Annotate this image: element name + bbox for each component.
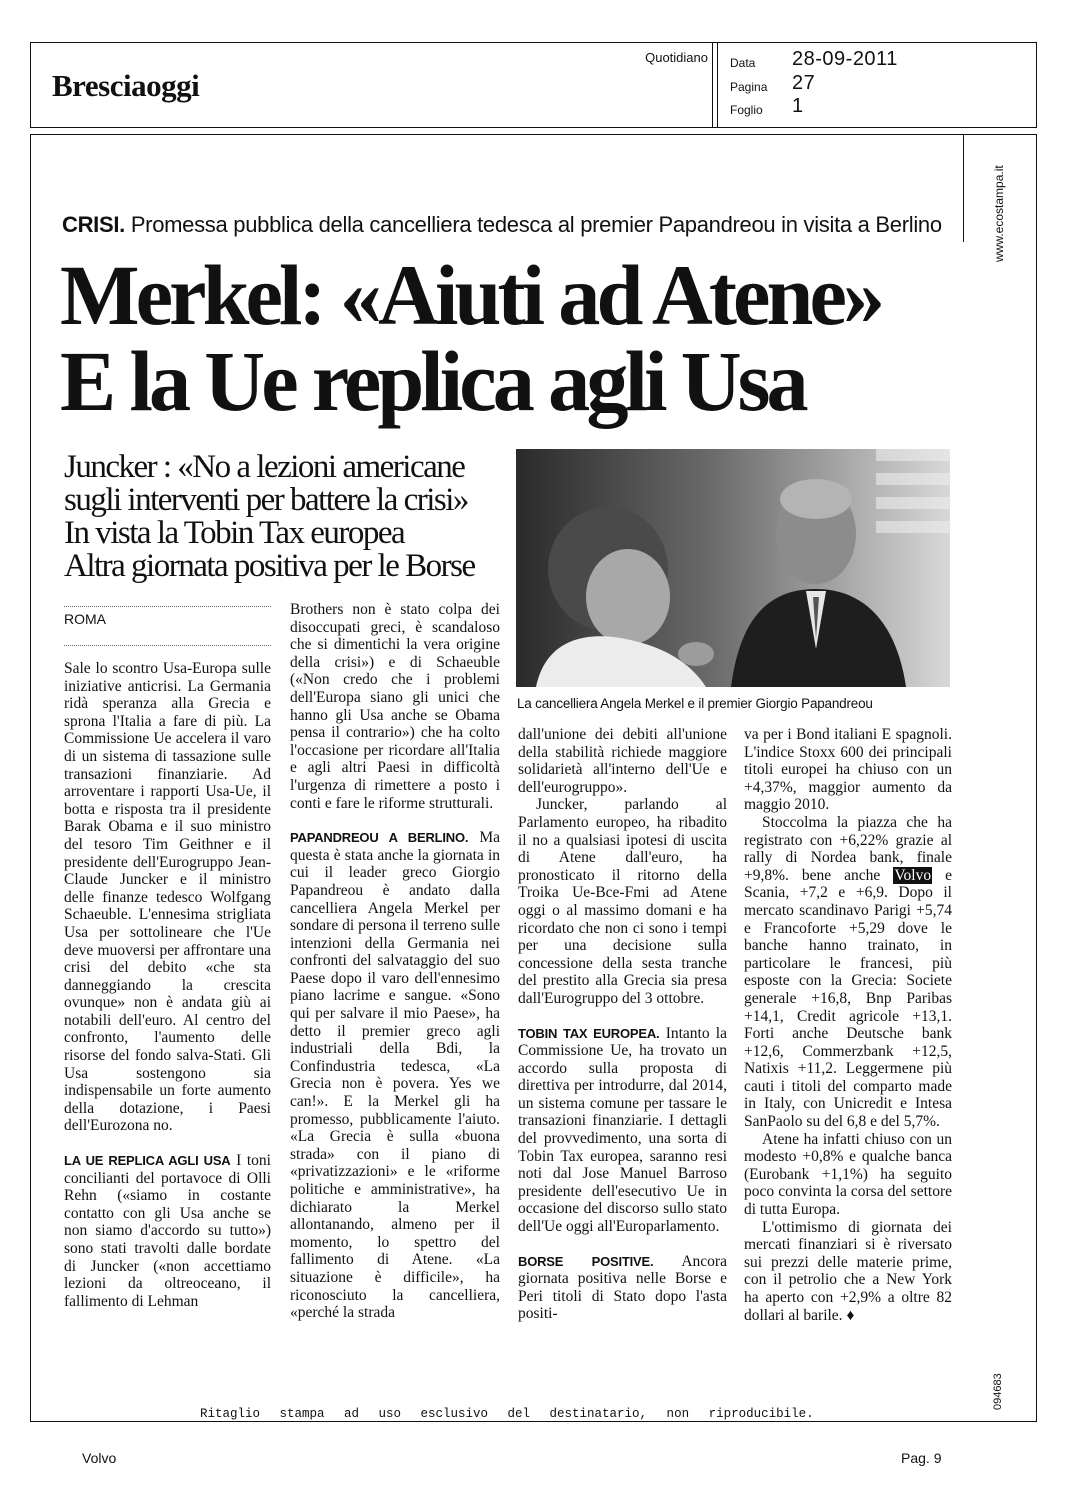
end-mark: ♦ bbox=[846, 1306, 855, 1324]
column-3-paragraph-1: dall'unione dei debiti all'unione della stabilità richiede maggiore solidarietà all'interno dell'Ue e dell'eurogruppo». bbox=[518, 726, 727, 796]
footer-page-number: Pag. 9 bbox=[901, 1450, 942, 1466]
publication-type: Quotidiano bbox=[645, 50, 708, 65]
headline-line-1: Merkel: «Aiuti ad Atene» bbox=[60, 247, 882, 343]
side-url: www.ecostampa.it bbox=[992, 165, 1006, 262]
dateline-rule-bottom bbox=[64, 645, 271, 646]
subheadline-1: Juncker : «No a lezioni americane bbox=[64, 449, 465, 485]
column-4-paragraph-4-text: L'ottimismo di giornata dei mercati finanziari si è riversato sui prezzi delle materie prime, con il petrolio che a New York ha aperto con +2,9% a oltre 82 dollari al barile. bbox=[744, 1218, 952, 1324]
column-4-paragraph-2 bbox=[744, 814, 952, 1131]
column-2-paragraph-2 bbox=[290, 829, 500, 1322]
column-1-paragraph-2 bbox=[64, 1152, 271, 1310]
section-heading-tobin-tax: TOBIN TAX EUROPEA. bbox=[518, 1025, 660, 1041]
column-2-paragraph-1: Brothers non è stato colpa dei disoccupati greci, è scandaloso che si dimentichi la vera origine della crisi») e di Schaeuble («Non credo che i problemi dell'Europa siano gli unici che hanno gli Usa anche se Obama pensa il contrario») che ha colto l'occasione per ricordare all'Italia e agli altri Paesi in difficoltà l'urgenza di rimettere a posto i conti e fare le riforme strutturali. bbox=[290, 601, 500, 812]
column-2-paragraph-2-text: Ma questa è stata anche la giornata in cui il leader greco Giorgio Papandreou è andato dalla cancelliera Angela Merkel per sondare di persona il terreno sulle intenzioni della Germania nei confronti del salvataggio del suo Paese dopo il varo dell'ennesimo piano lacrime e sangue. «Sono qui per salvare il mio Paese», ha detto il premier greco agli industriali della Bdi, la Confindustria tedesca, «La Grecia non è povera. Yes we can!». E la Merkel gli ha promesso, pubblicamente l'aiuto. «La Grecia è sulla «buona strada» con il piano di «privatizzazioni» e le «riforme politiche e amministrative», ha dichiarato la Merkel allontanando, almeno per il momento, lo spettro del fallimento di Atene. «La situazione è difficile», ha riconosciuto la cancelliera, «perché la strada bbox=[290, 829, 500, 1322]
date-value: 28-09-2011 bbox=[792, 48, 898, 70]
column-1-paragraph-2-text: I toni concilianti del portavoce di Olli Rehn («siamo in costante contatto con gli Usa anche se non siamo d'accordo su tutto») sono stati travolti dalle bordate di Juncker («non accettiamo lezioni da oltreoceano, il fallimento di Lehman bbox=[64, 1152, 271, 1310]
subheadline-3: In vista la Tobin Tax europea bbox=[64, 515, 405, 551]
column-3-paragraph-3-text: Intanto la Commissione Ue, ha trovato un accordo sulla proposta di direttiva per introdurre, dal 2014, un sistema comune per tassare le transazioni finanziarie. I dettagli del provvedimento, una sorta di Tobin Tax europea, saranno resi noti dal Jose Manuel Barroso presidente dell'esecutivo Ue in occasione del discorso sullo stato dell'Ue oggi all'Europarlamento. bbox=[518, 1024, 727, 1236]
column-3-paragraph-3 bbox=[518, 1025, 727, 1236]
article-photo bbox=[516, 449, 950, 687]
kicker-text: Promessa pubblica della cancelliera tedesca al premier Papandreou in visita a Berlino bbox=[130, 212, 942, 237]
headline-line-2: E la Ue replica agli Usa bbox=[60, 333, 805, 429]
subheadline-4: Altra giornata positiva per le Borse bbox=[64, 548, 475, 584]
page-value: 27 bbox=[792, 72, 816, 94]
footer-keyword: Volvo bbox=[82, 1450, 117, 1466]
clipping-notice: Ritaglio stampa ad uso esclusivo del destinatario, non riproducibile. bbox=[200, 1407, 814, 1421]
side-code: 094683 bbox=[992, 1373, 1004, 1410]
kicker-label: CRISI. bbox=[62, 212, 125, 237]
column-3-paragraph-4 bbox=[518, 1253, 727, 1323]
dateline: ROMA bbox=[64, 611, 106, 627]
photo-merkel-papandreou bbox=[516, 449, 950, 687]
sheet-value: 1 bbox=[792, 95, 804, 117]
date-label: Data bbox=[730, 56, 756, 70]
column-1 bbox=[64, 660, 271, 1310]
kicker bbox=[62, 212, 942, 238]
page-label: Pagina bbox=[730, 80, 768, 94]
dateline-rule-top bbox=[64, 606, 271, 607]
newspaper-logo: Bresciaoggi bbox=[52, 68, 200, 103]
subheadline-2: sugli interventi per battere la crisi» bbox=[64, 482, 468, 518]
photo-caption: La cancelliera Angela Merkel e il premier Giorgio Papandreou bbox=[517, 696, 873, 711]
column-4-paragraph-1: va per i Bond italiani E spagnoli. L'indice Stoxx 600 dei principali titoli europei ha chiuso con un +4,37%, maggior aumento da maggio 2010. bbox=[744, 726, 952, 814]
frame-rule bbox=[963, 134, 964, 242]
column-4-paragraph-3: Atene ha infatti chiuso con un modesto +0,8% e qualche banca (Eurobank +1,1%) ha seguito poco convinta la corsa del settore di tutta Europa. bbox=[744, 1130, 952, 1219]
header-divider bbox=[712, 42, 718, 128]
section-heading-papandreou: PAPANDREOU A BERLINO. bbox=[290, 830, 469, 846]
column-1-paragraph-1: Sale lo scontro Usa-Europa sulle iniziative anticrisi. La Germania ridà speranza alla Grecia e sprona l'Italia a fare di più. La Commissione Ue accelera il varo di un sistema di tassazione sulle transazioni finanziarie. Ad arroventare i rapporti Usa-Ue, il botta e risposta tra il presidente Barak Obama e il suo ministro del tesoro Tim Geithner e il presidente dell'Eurogruppo Jean-Claude Juncker e il ministro delle finanze tedesco Wolfgang Schaeuble. L'ennesima strigliata Usa per sottolineare che l'Ue deve muoversi per affrontare una crisi del debito «che sta danneggiando la crescita ovunque» non è andata giù ai notabili dell'euro. Al centro del confronto, l'aumento delle risorse del fondo salva-Stati. Gli Usa sostengono sia indispensabile un forte aumento della dotazione, i Paesi dell'Eurozona no. bbox=[64, 660, 271, 1135]
column-3 bbox=[518, 726, 727, 1323]
column-2 bbox=[290, 601, 500, 1322]
sheet-label: Foglio bbox=[730, 103, 763, 117]
section-heading-borse: BORSE POSITIVE. bbox=[518, 1253, 654, 1269]
volvo-highlight: Volvo bbox=[894, 866, 932, 884]
column-4-paragraph-2-end: e Scania, +7,2 e +6,9. Dopo il mercato scandinavo Parigi +5,74 e Francoforte +5,29 dove le banche hanno trainato, in particolare le francesi, più esposte con la Grecia: Societe generale +16,8, Bnp Paribas +14,1, Credit agricole +13,1. Forti anche Deutsche bank +12,6, Commerzbank +12,5, Natixis +11,2. Leggermene più cauti i titoli del comparto made in Italy, con Unicredit e Intesa SanPaolo su del 6,8 e del 5,7%. bbox=[744, 866, 952, 1131]
column-3-paragraph-4-text: Ancora giornata positiva nelle Borse e Peri titoli di Stato dopo l'asta positi- bbox=[518, 1252, 727, 1323]
column-3-paragraph-2: Juncker, parlando al Parlamento europeo, ha ribadito il no a qualsiasi ipotesi di uscita di Atene dall'euro, ha pronosticato il ritorno della Troika Ue-Bce-Fmi ad Atene oggi o al massimo domani e ha ricordato che non ci sono i tempi per una decisione sulla concessione della sesta tranche del prestito alla Grecia sia presa dall'Eurogruppo del 3 ottobre. bbox=[518, 796, 727, 1007]
column-4-paragraph-2-start: Stoccolma la piazza che ha registrato con +6,22% grazie al rally di Nordea bank, finale +9,8%. bene anche bbox=[744, 813, 952, 884]
section-heading-ue-replica: LA UE REPLICA AGLI USA bbox=[64, 1153, 231, 1169]
column-4 bbox=[744, 726, 952, 1324]
column-4-paragraph-4 bbox=[744, 1219, 952, 1325]
